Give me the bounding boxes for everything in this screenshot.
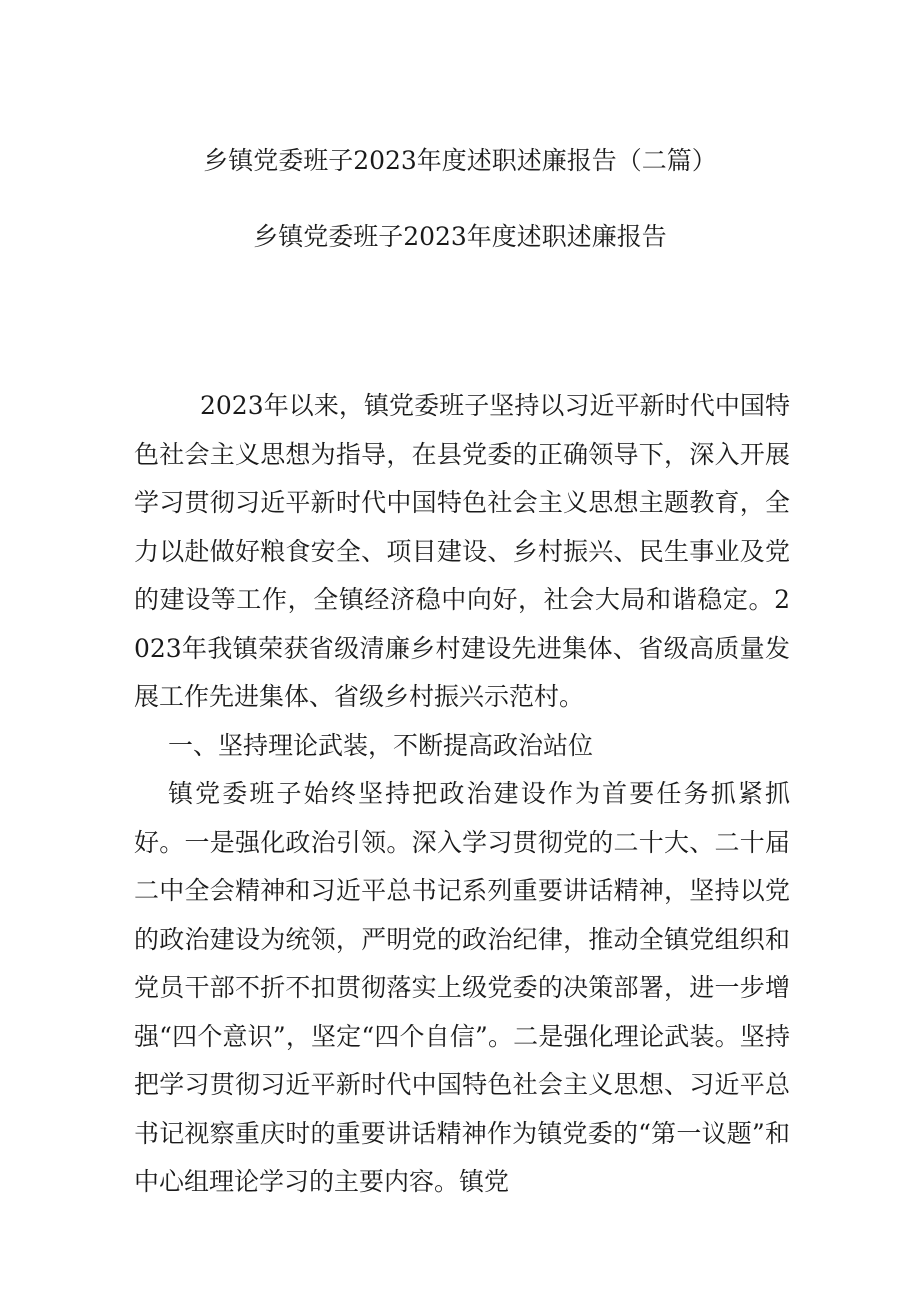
document-subtitle: 乡镇党委班子2023年度述职述廉报告 (253, 222, 667, 251)
document-body (134, 382, 790, 1207)
intro-paragraph: 2023年以来，镇党委班子坚持以习近平新时代中国特色社会主义思想为指导，在县党委的正确领导下，深入开展学习贯彻习近平新时代中国特色社会主义思想主题教育，全力以赴做好粮食安全、项目建设、乡村振兴、民生事业及党的建设等工作，全镇经济稳中向好，社会大局和谐稳定。2023年我镇荣获省级清廉乡村建设先进集体、省级高质量发展工作先进集体、省级乡村振兴示范村。 (134, 391, 790, 711)
section-heading-1: 一、坚持理论武装，不断提高政治站位 (168, 730, 594, 760)
document-title: 乡镇党委班子2023年度述职述廉报告（二篇） (203, 146, 717, 175)
section-1-paragraph: 镇党委班子始终坚持把政治建设作为首要任务抓紧抓好。一是强化政治引领。深入学习贯彻党的二十大、二十届二中全会精神和习近平总书记系列重要讲话精神，坚持以党的政治建设为统领，严明党的政治纪律，推动全镇党组织和党员干部不折不扣贯彻落实上级党委的决策部署，进一步增强“四个意识”，坚定“四个自信”。二是强化理论武装。坚持把学习贯彻习近平新时代中国特色社会主义思想、习近平总书记视察重庆时的重要讲话精神作为镇党委的“第一议题”和中心组理论学习的主要内容。镇党 (134, 779, 790, 1196)
